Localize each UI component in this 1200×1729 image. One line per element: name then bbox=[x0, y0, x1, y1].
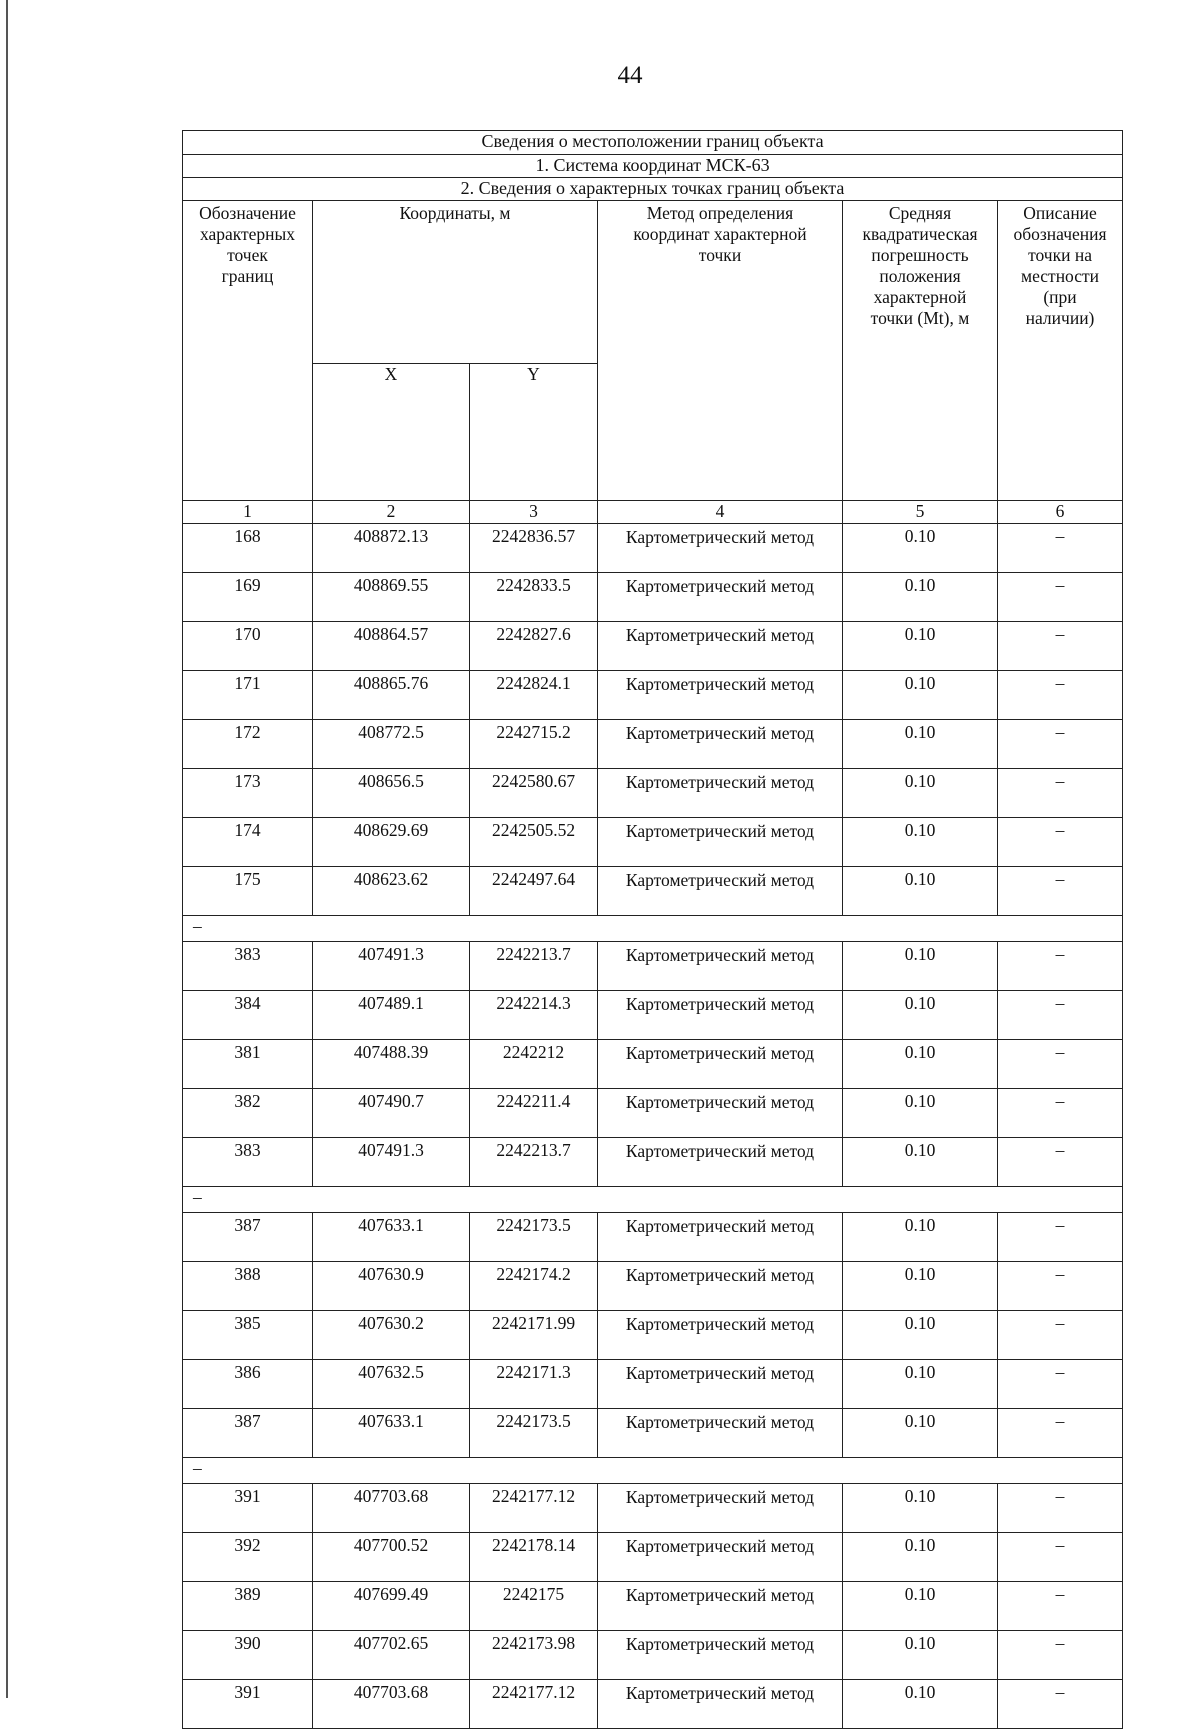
mean-error-cell: 0.10 bbox=[843, 1262, 998, 1311]
coord-y-cell: 2242173.5 bbox=[470, 1213, 598, 1262]
point-id-cell: 382 bbox=[183, 1089, 313, 1138]
column-number: 5 bbox=[843, 501, 998, 524]
coord-y-cell: 2242177.12 bbox=[470, 1484, 598, 1533]
table-row bbox=[183, 1311, 1123, 1360]
table-row bbox=[183, 867, 1123, 916]
method-cell: Картометрический метод bbox=[598, 573, 843, 622]
point-id-cell: 388 bbox=[183, 1262, 313, 1311]
page-number: 44 bbox=[617, 62, 643, 89]
coord-x-cell: 407703.68 bbox=[313, 1484, 470, 1533]
coord-x-cell: 408629.69 bbox=[313, 818, 470, 867]
point-id-cell: 383 bbox=[183, 942, 313, 991]
coord-x-cell: 408656.5 bbox=[313, 769, 470, 818]
method-cell: Картометрический метод bbox=[598, 1138, 843, 1187]
table-row bbox=[183, 942, 1123, 991]
coord-y-cell: 2242827.6 bbox=[470, 622, 598, 671]
header-y: Y bbox=[470, 364, 598, 501]
table-row bbox=[183, 1484, 1123, 1533]
point-id-cell: 174 bbox=[183, 818, 313, 867]
coord-y-cell: 2242505.52 bbox=[470, 818, 598, 867]
mean-error-cell: 0.10 bbox=[843, 671, 998, 720]
method-cell: Картометрический метод bbox=[598, 1262, 843, 1311]
coord-x-cell: 407703.68 bbox=[313, 1680, 470, 1729]
mean-error-cell: 0.10 bbox=[843, 1213, 998, 1262]
table-row bbox=[183, 1138, 1123, 1187]
coord-y-cell: 2242173.98 bbox=[470, 1631, 598, 1680]
table-row bbox=[183, 769, 1123, 818]
coord-y-cell: 2242213.7 bbox=[470, 1138, 598, 1187]
section-row bbox=[183, 155, 1123, 178]
point-id-cell: 172 bbox=[183, 720, 313, 769]
coord-x-cell: 407633.1 bbox=[313, 1213, 470, 1262]
point-id-cell: 387 bbox=[183, 1213, 313, 1262]
table-body bbox=[183, 131, 1123, 1729]
coord-y-cell: 2242580.67 bbox=[470, 769, 598, 818]
header-point: Обозначение характерных точек границ bbox=[183, 201, 313, 501]
header-x: X bbox=[313, 364, 470, 501]
description-cell: – bbox=[998, 1360, 1123, 1409]
coord-x-cell: 407491.3 bbox=[313, 942, 470, 991]
mean-error-cell: 0.10 bbox=[843, 1582, 998, 1631]
mean-error-cell: 0.10 bbox=[843, 524, 998, 573]
method-cell: Картометрический метод bbox=[598, 942, 843, 991]
mean-error-cell: 0.10 bbox=[843, 1089, 998, 1138]
method-cell: Картометрический метод bbox=[598, 524, 843, 573]
point-id-cell: 384 bbox=[183, 991, 313, 1040]
contour-separator-row bbox=[183, 1187, 1123, 1213]
coord-x-cell: 408865.76 bbox=[313, 671, 470, 720]
coord-y-cell: 2242171.99 bbox=[470, 1311, 598, 1360]
description-cell: – bbox=[998, 1631, 1123, 1680]
table-row bbox=[183, 818, 1123, 867]
mean-error-cell: 0.10 bbox=[843, 769, 998, 818]
description-cell: – bbox=[998, 1680, 1123, 1729]
table-row bbox=[183, 991, 1123, 1040]
header-error: Средняя квадратическая погрешность положения характерной точки (Mt), м bbox=[843, 201, 998, 501]
point-id-cell: 168 bbox=[183, 524, 313, 573]
mean-error-cell: 0.10 bbox=[843, 867, 998, 916]
coord-x-cell: 407699.49 bbox=[313, 1582, 470, 1631]
table-caption: Сведения о местоположении границ объекта bbox=[183, 131, 1123, 155]
method-cell: Картометрический метод bbox=[598, 1631, 843, 1680]
point-id-cell: 386 bbox=[183, 1360, 313, 1409]
point-id-cell: 171 bbox=[183, 671, 313, 720]
method-cell: Картометрический метод bbox=[598, 720, 843, 769]
mean-error-cell: 0.10 bbox=[843, 1311, 998, 1360]
description-cell: – bbox=[998, 1089, 1123, 1138]
description-cell: – bbox=[998, 1262, 1123, 1311]
table-row bbox=[183, 1533, 1123, 1582]
description-cell: – bbox=[998, 622, 1123, 671]
point-id-cell: 387 bbox=[183, 1409, 313, 1458]
column-number: 3 bbox=[470, 501, 598, 524]
column-number: 2 bbox=[313, 501, 470, 524]
coord-y-cell: 2242833.5 bbox=[470, 573, 598, 622]
coord-y-cell: 2242171.3 bbox=[470, 1360, 598, 1409]
contour-separator-row bbox=[183, 1458, 1123, 1484]
point-id-cell: 391 bbox=[183, 1680, 313, 1729]
description-cell: – bbox=[998, 942, 1123, 991]
mean-error-cell: 0.10 bbox=[843, 942, 998, 991]
description-cell: – bbox=[998, 818, 1123, 867]
mean-error-cell: 0.10 bbox=[843, 1409, 998, 1458]
coordinate-system-line: 1. Система координат МСК-63 bbox=[183, 155, 1123, 178]
point-id-cell: 173 bbox=[183, 769, 313, 818]
description-cell: – bbox=[998, 1213, 1123, 1262]
coord-y-cell: 2242174.2 bbox=[470, 1262, 598, 1311]
header-row bbox=[183, 201, 1123, 364]
table-row bbox=[183, 1213, 1123, 1262]
coord-x-cell: 407488.39 bbox=[313, 1040, 470, 1089]
point-id-cell: 391 bbox=[183, 1484, 313, 1533]
table-row bbox=[183, 1631, 1123, 1680]
contour-separator: – bbox=[183, 1458, 1123, 1484]
coord-x-cell: 408864.57 bbox=[313, 622, 470, 671]
coord-x-cell: 408623.62 bbox=[313, 867, 470, 916]
mean-error-cell: 0.10 bbox=[843, 573, 998, 622]
coord-y-cell: 2242824.1 bbox=[470, 671, 598, 720]
method-cell: Картометрический метод bbox=[598, 818, 843, 867]
column-number-row bbox=[183, 501, 1123, 524]
method-cell: Картометрический метод bbox=[598, 1533, 843, 1582]
page-left-edge-rule bbox=[6, 0, 8, 1698]
description-cell: – bbox=[998, 1311, 1123, 1360]
caption-row bbox=[183, 131, 1123, 155]
coord-x-cell: 407633.1 bbox=[313, 1409, 470, 1458]
description-cell: – bbox=[998, 1040, 1123, 1089]
table-row bbox=[183, 671, 1123, 720]
coord-y-cell: 2242836.57 bbox=[470, 524, 598, 573]
point-id-cell: 385 bbox=[183, 1311, 313, 1360]
description-cell: – bbox=[998, 1533, 1123, 1582]
table-row bbox=[183, 1040, 1123, 1089]
description-cell: – bbox=[998, 524, 1123, 573]
method-cell: Картометрический метод bbox=[598, 1484, 843, 1533]
description-cell: – bbox=[998, 720, 1123, 769]
table-row bbox=[183, 1360, 1123, 1409]
description-cell: – bbox=[998, 1484, 1123, 1533]
mean-error-cell: 0.10 bbox=[843, 1680, 998, 1729]
column-number: 1 bbox=[183, 501, 313, 524]
coord-x-cell: 407489.1 bbox=[313, 991, 470, 1040]
mean-error-cell: 0.10 bbox=[843, 1040, 998, 1089]
point-id-cell: 390 bbox=[183, 1631, 313, 1680]
method-cell: Картометрический метод bbox=[598, 991, 843, 1040]
description-cell: – bbox=[998, 991, 1123, 1040]
method-cell: Картометрический метод bbox=[598, 1089, 843, 1138]
coord-x-cell: 408772.5 bbox=[313, 720, 470, 769]
table-row bbox=[183, 1409, 1123, 1458]
column-number: 6 bbox=[998, 501, 1123, 524]
boundary-points-table bbox=[182, 130, 1123, 1729]
table-row bbox=[183, 1262, 1123, 1311]
table-row bbox=[183, 573, 1123, 622]
method-cell: Картометрический метод bbox=[598, 1311, 843, 1360]
contour-separator: – bbox=[183, 1187, 1123, 1213]
point-id-cell: 170 bbox=[183, 622, 313, 671]
mean-error-cell: 0.10 bbox=[843, 622, 998, 671]
points-section-title: 2. Сведения о характерных точках границ объекта bbox=[183, 178, 1123, 201]
table-row bbox=[183, 622, 1123, 671]
coord-x-cell: 408872.13 bbox=[313, 524, 470, 573]
method-cell: Картометрический метод bbox=[598, 1680, 843, 1729]
description-cell: – bbox=[998, 1582, 1123, 1631]
point-id-cell: 169 bbox=[183, 573, 313, 622]
coord-x-cell: 408869.55 bbox=[313, 573, 470, 622]
coord-x-cell: 407630.9 bbox=[313, 1262, 470, 1311]
table-row bbox=[183, 1582, 1123, 1631]
header-coordinates: Координаты, м bbox=[313, 201, 598, 364]
point-id-cell: 381 bbox=[183, 1040, 313, 1089]
point-id-cell: 389 bbox=[183, 1582, 313, 1631]
point-id-cell: 392 bbox=[183, 1533, 313, 1582]
table-row bbox=[183, 524, 1123, 573]
coord-y-cell: 2242214.3 bbox=[470, 991, 598, 1040]
coord-y-cell: 2242213.7 bbox=[470, 942, 598, 991]
coord-x-cell: 407490.7 bbox=[313, 1089, 470, 1138]
coord-y-cell: 2242175 bbox=[470, 1582, 598, 1631]
method-cell: Картометрический метод bbox=[598, 867, 843, 916]
mean-error-cell: 0.10 bbox=[843, 1631, 998, 1680]
mean-error-cell: 0.10 bbox=[843, 1484, 998, 1533]
coord-y-cell: 2242173.5 bbox=[470, 1409, 598, 1458]
header-description: Описание обозначения точки на местности (при наличии) bbox=[998, 201, 1123, 501]
mean-error-cell: 0.10 bbox=[843, 818, 998, 867]
description-cell: – bbox=[998, 1409, 1123, 1458]
description-cell: – bbox=[998, 769, 1123, 818]
method-cell: Картометрический метод bbox=[598, 622, 843, 671]
table-row bbox=[183, 720, 1123, 769]
coord-x-cell: 407632.5 bbox=[313, 1360, 470, 1409]
contour-separator: – bbox=[183, 916, 1123, 942]
coord-y-cell: 2242212 bbox=[470, 1040, 598, 1089]
method-cell: Картометрический метод bbox=[598, 671, 843, 720]
method-cell: Картометрический метод bbox=[598, 1360, 843, 1409]
mean-error-cell: 0.10 bbox=[843, 1533, 998, 1582]
coord-y-cell: 2242211.4 bbox=[470, 1089, 598, 1138]
method-cell: Картометрический метод bbox=[598, 1409, 843, 1458]
point-id-cell: 175 bbox=[183, 867, 313, 916]
method-cell: Картометрический метод bbox=[598, 1040, 843, 1089]
description-cell: – bbox=[998, 671, 1123, 720]
description-cell: – bbox=[998, 1138, 1123, 1187]
coord-x-cell: 407491.3 bbox=[313, 1138, 470, 1187]
method-cell: Картометрический метод bbox=[598, 1582, 843, 1631]
description-cell: – bbox=[998, 867, 1123, 916]
mean-error-cell: 0.10 bbox=[843, 991, 998, 1040]
coord-x-cell: 407630.2 bbox=[313, 1311, 470, 1360]
mean-error-cell: 0.10 bbox=[843, 1138, 998, 1187]
description-cell: – bbox=[998, 573, 1123, 622]
coord-x-cell: 407702.65 bbox=[313, 1631, 470, 1680]
mean-error-cell: 0.10 bbox=[843, 1360, 998, 1409]
coord-y-cell: 2242178.14 bbox=[470, 1533, 598, 1582]
column-number: 4 bbox=[598, 501, 843, 524]
mean-error-cell: 0.10 bbox=[843, 720, 998, 769]
point-id-cell: 383 bbox=[183, 1138, 313, 1187]
coord-y-cell: 2242715.2 bbox=[470, 720, 598, 769]
section-row bbox=[183, 178, 1123, 201]
table-row bbox=[183, 1089, 1123, 1138]
method-cell: Картометрический метод bbox=[598, 1213, 843, 1262]
header-method: Метод определения координат характерной точки bbox=[598, 201, 843, 501]
contour-separator-row bbox=[183, 916, 1123, 942]
method-cell: Картометрический метод bbox=[598, 769, 843, 818]
coord-y-cell: 2242497.64 bbox=[470, 867, 598, 916]
table-row bbox=[183, 1680, 1123, 1729]
coord-y-cell: 2242177.12 bbox=[470, 1680, 598, 1729]
coord-x-cell: 407700.52 bbox=[313, 1533, 470, 1582]
